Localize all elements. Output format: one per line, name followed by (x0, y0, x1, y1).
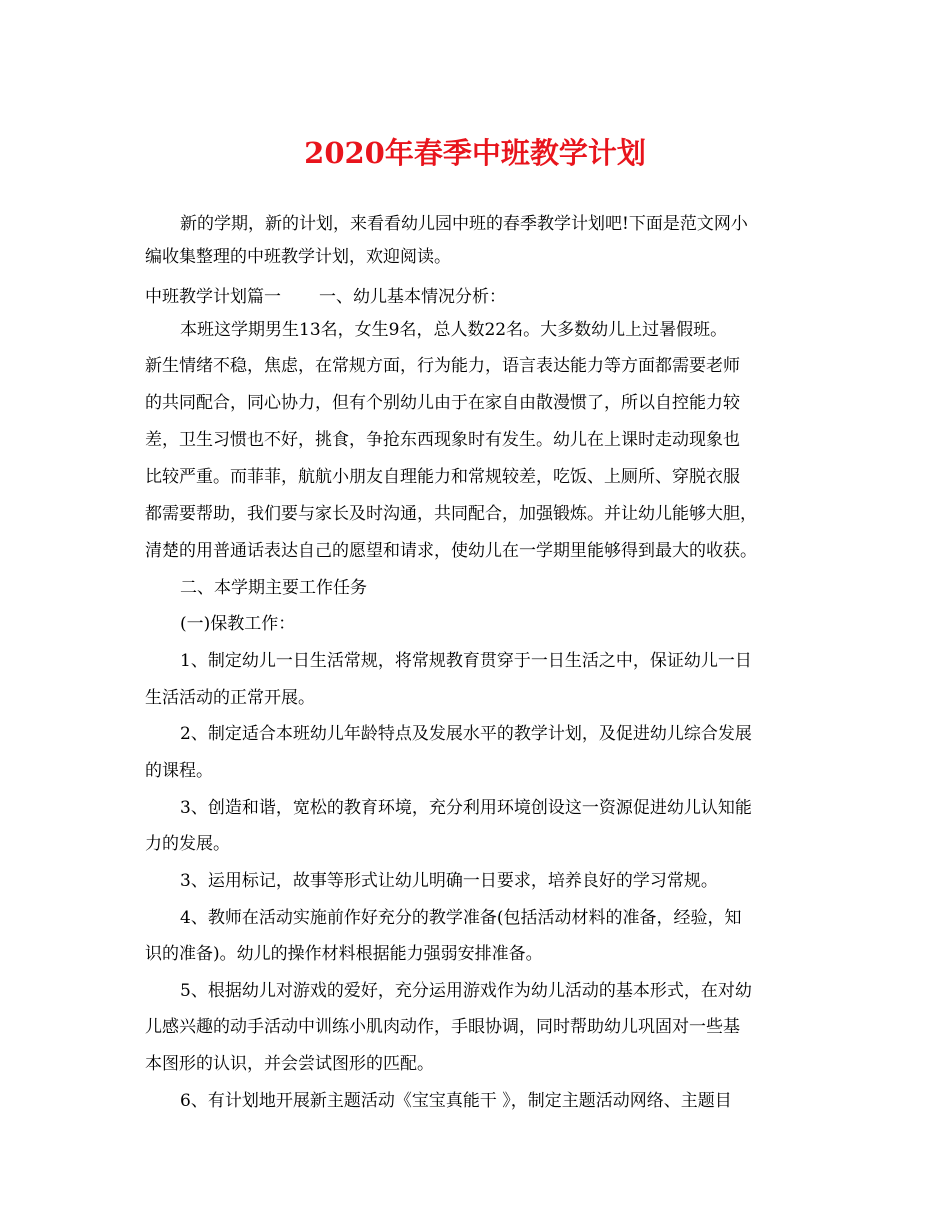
list-item-line: 4、教师在活动实施前作好充分的教学准备(包括活动材料的准备，经验，知 (180, 908, 742, 928)
list-item-line: 2、制定适合本班幼儿年龄特点及发展水平的教学计划，及促进幼儿综合发展 (180, 724, 752, 744)
paragraph-line: 比较严重。而菲菲，航航小朋友自理能力和常规较差，吃饭、上厕所、穿脱衣服 (145, 467, 740, 487)
section-heading: 一、幼儿基本情况分析： (319, 287, 506, 307)
list-item-line: 儿感兴趣的动手活动中训练小肌肉动作，手眼协调，同时帮助幼儿巩固对一些基 (145, 1017, 740, 1037)
paragraph-line: 清楚的用普通话表达自己的愿望和请求，使幼儿在一学期里能够得到最大的收获。 (145, 541, 757, 561)
paragraph-line: 新生情绪不稳，焦虑，在常规方面，行为能力，语言表达能力等方面都需要老师 (145, 356, 740, 376)
paragraph-line: 差，卫生习惯也不好，挑食，争抢东西现象时有发生。幼儿在上课时走动现象也 (145, 430, 740, 450)
list-item-line: 3、运用标记，故事等形式让幼儿明确一日要求，培养良好的学习常规。 (180, 871, 718, 891)
section-heading-line (145, 285, 825, 309)
list-item-line: 的课程。 (145, 761, 213, 781)
list-item-line: 1、制定幼儿一日生活常规，将常规教育贯穿于一日生活之中，保证幼儿一日 (180, 651, 752, 671)
paragraph-line: 的共同配合，同心协力，但有个别幼儿由于在家自由散漫惯了，所以自控能力较 (145, 393, 740, 413)
paragraph-line: 本班这学期男生13名，女生9名，总人数22名。大多数幼儿上过暑假班。 (180, 320, 728, 340)
section-label: 中班教学计划篇一 (145, 287, 281, 307)
list-item-line: 生活活动的正常开展。 (145, 688, 315, 708)
paragraph-line: 新的学期，新的计划，来看看幼儿园中班的春季教学计划吧!下面是范文网小 (180, 214, 748, 234)
list-item-line: 力的发展。 (145, 834, 230, 854)
paragraph-line: 编收集整理的中班教学计划，欢迎阅读。 (145, 247, 451, 267)
subsection-heading: (一)保教工作： (180, 614, 296, 634)
section-heading: 二、本学期主要工作任务 (180, 578, 367, 598)
list-item-line: 6、有计划地开展新主题活动《宝宝真能干 》，制定主题活动网络、主题目 (180, 1091, 732, 1111)
list-item-line: 本图形的认识，并会尝试图形的匹配。 (145, 1054, 434, 1074)
list-item-line: 识的准备)。幼儿的操作材料根据能力强弱安排准备。 (145, 944, 543, 964)
paragraph-line: 都需要帮助，我们要与家长及时沟通，共同配合，加强锻炼。并让幼儿能够大胆， (145, 504, 757, 524)
list-item-line: 5、根据幼儿对游戏的爱好，充分运用游戏作为幼儿活动的基本形式，在对幼 (180, 981, 752, 1001)
document-title: 2020年春季中班教学计划 (304, 136, 646, 170)
list-item-line: 3、创造和谐，宽松的教育环境，充分利用环境创设这一资源促进幼儿认知能 (180, 798, 752, 818)
